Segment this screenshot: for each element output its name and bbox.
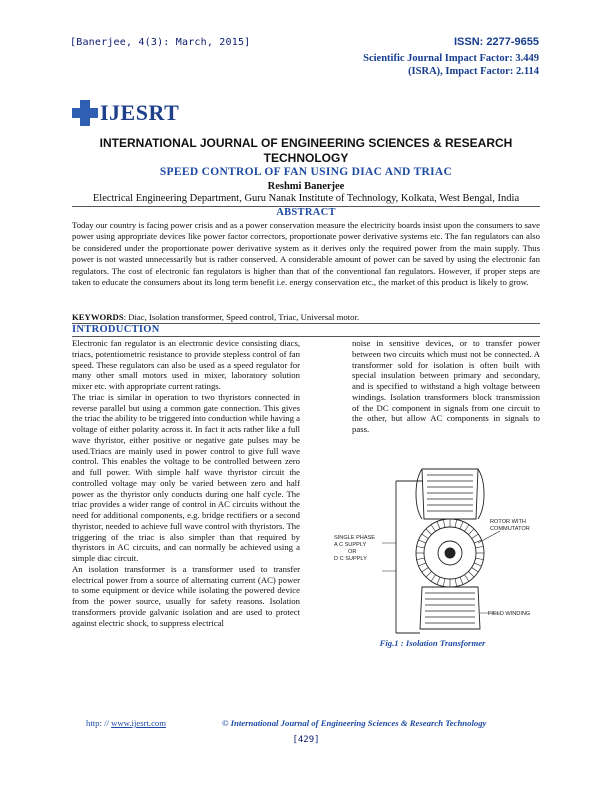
- url-prefix: http: //: [86, 718, 112, 728]
- keywords-text: : Diac, Isolation transformer, Speed control, Triac, Universal motor.: [123, 312, 360, 322]
- column-left: [72, 338, 300, 628]
- keywords: [72, 312, 540, 322]
- armature-slot: [417, 546, 425, 548]
- armature-slot: [419, 540, 426, 543]
- armature-slot: [460, 577, 463, 584]
- section-heading: INTRODUCTION: [72, 324, 160, 335]
- armature-slot: [431, 575, 435, 582]
- upper-pole-edge: [478, 469, 484, 519]
- armature-slot: [472, 534, 479, 538]
- paragraph: An isolation transformer is a transformer used to transfer electrical power from a source of alternating current (AC) power to some equipment or device while isolating the powered device from the power source, usually for safety reasons. Isolation transformers provide galvanic isolation and are used to protect against electric shock, to suppress electrical: [72, 563, 300, 628]
- page-number: [429]: [292, 735, 320, 745]
- journal-name-line-1: INTERNATIONAL JOURNAL OF ENGINEERING SCIENCES & RESEARCH: [99, 136, 513, 150]
- field-winding-label: FIELD WINDING: [488, 611, 531, 617]
- armature-slot: [468, 529, 474, 535]
- keywords-label: KEYWORDS: [72, 312, 124, 322]
- supply-label: OR: [348, 549, 357, 555]
- armature-slot: [476, 558, 484, 560]
- armature-slot: [464, 575, 468, 582]
- paragraph: Electronic fan regulator is an electronic device consisting diacs, triacs, potentiometric resistance to provide stepless control of fan speed. These regulators can also be used as a speed regulator for many other small motors used in mixer, laboratory solution mixer etc. with appropriate current ratings.: [72, 338, 300, 391]
- journal-name-line-2: TECHNOLOGY: [263, 151, 349, 165]
- journal-name: [72, 136, 540, 166]
- armature-slot: [426, 571, 432, 577]
- paper-title: SPEED CONTROL OF FAN USING DIAC AND TRIAC: [159, 166, 453, 178]
- impact-factor: [319, 52, 539, 78]
- logo-text: IJESRT: [100, 100, 180, 125]
- supply-label: A C SUPPLY: [334, 542, 367, 548]
- upper-field-pole: [422, 469, 478, 519]
- armature-slot: [468, 571, 474, 577]
- author: Reshmi Banerjee: [267, 181, 345, 192]
- journal-logo: [72, 96, 179, 130]
- abstract-heading: ABSTRACT: [276, 207, 336, 218]
- paragraph: The triac is similar in operation to two thyristors connected in reverse parallel but using a common gate connection. This gives the triac the ability to be triggered into conduction while having a voltage of either polarity across it. In fact it acts rather like a full wave thyristor, either positive or negative gate pulses may be used.Triacs are mainly used in power control to give full wave control. This enables the voltage to be controlled between zero and full power. With simple half wave thyristor circuit the controlled voltage may only be varied between zero and half power as the thyristor only conducts during one half cycle. The triac provides a wider range of control in AC circuits without the need for additional components, e.g. bridge rectifiers or a second thyristor, needed to achieve full wave control with thyristors. The triggering of the triac is also simpler than that required by thyristors in AC circuits, and can normally be achieved using a simple diac circuit.: [72, 391, 300, 563]
- impact-line-2: (ISRA), Impact Factor: 2.114: [408, 66, 539, 77]
- armature-slot: [474, 563, 481, 566]
- armature-slot: [422, 534, 429, 538]
- armature-slot: [431, 525, 435, 532]
- impact-line-1: Scientific Journal Impact Factor: 3.449: [363, 53, 539, 64]
- armature-slot: [422, 567, 429, 571]
- website-link[interactable]: www.ijesrt.com: [111, 718, 167, 728]
- armature-slot: [417, 558, 425, 560]
- armature-slot: [443, 520, 445, 528]
- armature-slot: [464, 525, 468, 532]
- rotor-label: ROTOR WITH: [490, 519, 526, 525]
- column-right: [352, 338, 540, 435]
- armature-slot: [443, 579, 445, 587]
- plus-logo-icon: [72, 100, 98, 126]
- armature-slot: [455, 579, 457, 587]
- armature-slot: [426, 529, 432, 535]
- armature-slot: [455, 520, 457, 528]
- supply-label: SINGLE PHASE: [334, 535, 376, 541]
- figure-caption: Fig.1 : Isolation Transformer: [379, 638, 486, 648]
- issn: ISSN: 2277-9655: [454, 36, 539, 48]
- label-leader: [382, 543, 396, 571]
- affiliation: Electrical Engineering Department, Guru Nanak Institute of Technology, Kolkata, West Bengal, India: [92, 193, 520, 204]
- figure-isolation-transformer: [330, 461, 535, 636]
- shaft: [445, 548, 455, 558]
- footer-url: [86, 718, 166, 728]
- abstract-text: Today our country is facing power crisis and as a power conservation measure the electricity boards insist upon the consumers to save power using appropriate devices like power factor correctors, proportionate power derivative systems etc. The fan regulators can also be considered under the proportionate power derivative system as it derives only the required power from the main supply. Thus power is not wasted unnecessarily but is rather conserved. A considerable amount of power can be saved by using the electronic fan regulators. The cost of electronic fan regulators is higher than that of the conventional fan regulators. However, if proper steps are taken to educate the consumers about its long term benefit i.e. energy conservation etc., the market of this product is likely to grow.: [72, 220, 540, 288]
- rotor-label: COMMUTATOR: [490, 526, 530, 532]
- footer-copyright: © International Journal of Engineering Sciences & Research Technology: [222, 718, 487, 728]
- paragraph: noise in sensitive devices, or to transfer power between two circuits which must not be connected. A transformer sold for isolation is often built with special insulation between primary and secondary, and is specified to withstand a high voltage between windings. Isolation transformers block transmission of the DC component in signals from one circuit to the other, but allow AC components in signals to pass.: [352, 338, 540, 434]
- armature-slot: [472, 567, 479, 571]
- armature-slot: [476, 546, 484, 548]
- armature-slot: [460, 522, 463, 529]
- citation: [Banerjee, 4(3): March, 2015]: [70, 37, 251, 48]
- divider: [72, 336, 540, 337]
- rotor-leader: [478, 531, 500, 543]
- armature-slot: [437, 522, 440, 529]
- supply-label: D C SUPPLY: [334, 556, 367, 562]
- upper-pole-edge: [416, 469, 422, 519]
- armature-slot: [419, 563, 426, 566]
- armature-slot: [437, 577, 440, 584]
